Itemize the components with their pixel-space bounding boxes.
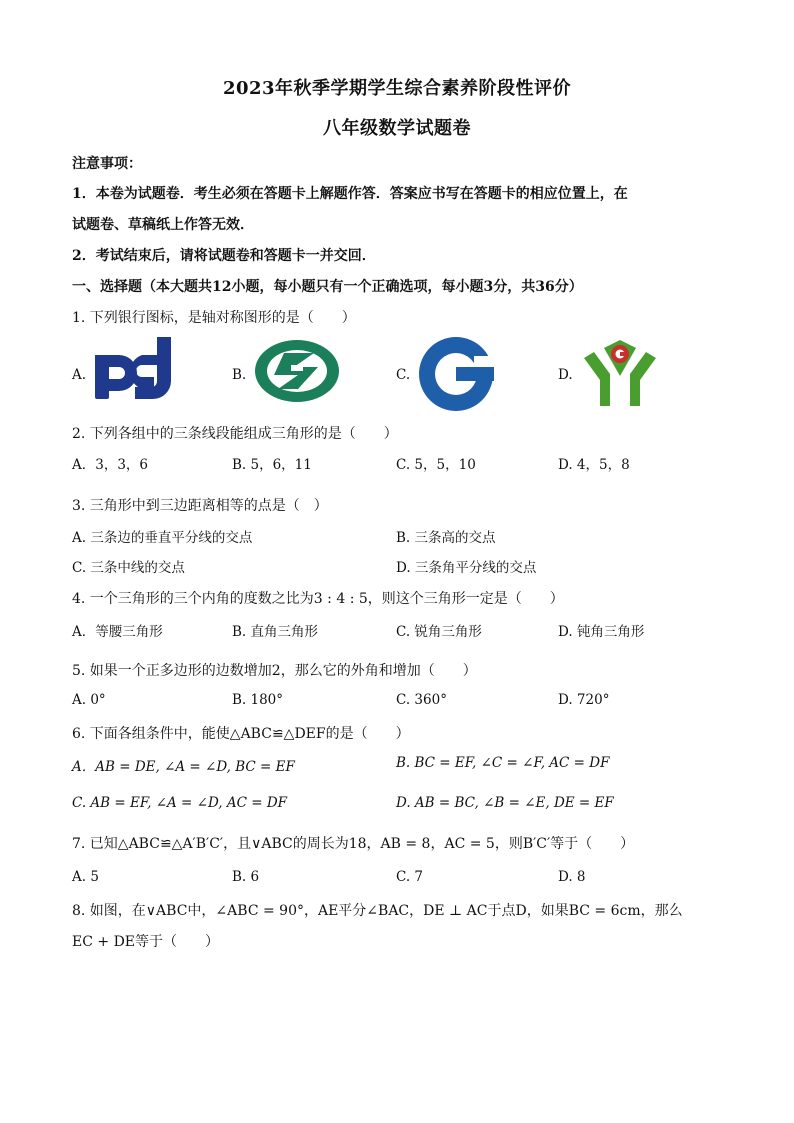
question-7-option-a: A. 5 xyxy=(72,869,99,885)
question-4-option-b: B. 直角三角形 xyxy=(232,624,319,640)
pd-bank-logo-icon xyxy=(92,337,174,399)
question-6-stem: 6. 下面各组条件中，能使△ABC≌△DEF的是（ ） xyxy=(72,726,410,742)
section-1-heading: 一、选择题（本大题共12小题，每小题只有一个正确选项，每小题3分，共36分） xyxy=(72,279,583,295)
question-8-stem-line-2: EC + DE等于（ ） xyxy=(72,934,220,950)
question-6-option-c: C. AB = EF, ∠A = ∠D, AC = DF xyxy=(72,795,288,811)
question-3-option-c: C. 三条中线的交点 xyxy=(72,560,185,576)
question-8-stem-line-1: 8. 如图，在∨ABC中，∠ABC = 90°，AE平分∠BAC，DE ⊥ AC于点D，如果BC = 6cm，那么 xyxy=(72,903,683,919)
question-5-option-c: C. 360° xyxy=(396,692,447,708)
exam-title: 2023年秋季学期学生综合素养阶段性评价 xyxy=(222,78,572,99)
question-3-stem: 3. 三角形中到三边距离相等的点是（ ） xyxy=(72,498,328,514)
question-6-option-b: B. BC = EF, ∠C = ∠F, AC = DF xyxy=(396,755,610,771)
question-2-stem: 2. 下列各组中的三条线段能组成三角形的是（ ） xyxy=(72,426,398,442)
question-5-stem: 5. 如果一个正多边形的边数增加2，那么它的外角和增加（ ） xyxy=(72,663,477,679)
question-3-option-a: A. 三条边的垂直平分线的交点 xyxy=(72,530,253,546)
question-2-option-b: B. 5，6，11 xyxy=(232,457,312,473)
question-3-option-b: B. 三条高的交点 xyxy=(396,530,496,546)
question-1-option-b: B. xyxy=(232,367,247,383)
question-1-option-c: C. xyxy=(396,367,411,383)
question-4-option-a: A．等腰三角形 xyxy=(72,624,163,640)
note-2: 2．考试结束后，请将试题卷和答题卡一并交回． xyxy=(72,248,376,264)
question-3-option-d: D. 三条角平分线的交点 xyxy=(396,560,537,576)
question-1-option-a: A. xyxy=(72,367,87,383)
ccb-logo-icon xyxy=(254,339,340,403)
question-1-stem: 1. 下列银行图标，是轴对称图形的是（ ） xyxy=(72,310,356,326)
note-1-line-1: 1．本卷为试题卷．考生必须在答题卡上解题作答．答案应书写在答题卡的相应位置上，在 xyxy=(72,186,628,202)
question-6-option-d: D. AB = BC, ∠B = ∠E, DE = EF xyxy=(396,795,614,811)
question-5-option-a: A. 0° xyxy=(72,692,106,708)
question-6-option-a: A．AB = DE, ∠A = ∠D, BC = EF xyxy=(72,759,295,775)
question-5-option-d: D. 720° xyxy=(558,692,610,708)
notes-heading: 注意事项： xyxy=(72,156,142,172)
question-2-option-d: D. 4，5，8 xyxy=(558,457,630,473)
question-4-stem: 4. 一个三角形的三个内角的度数之比为3 : 4 : 5，则这个三角形一定是（ ） xyxy=(72,591,564,607)
question-4-option-d: D. 钝角三角形 xyxy=(558,624,645,640)
question-5-option-b: B. 180° xyxy=(232,692,284,708)
question-4-option-c: C. 锐角三角形 xyxy=(396,624,482,640)
g-logo-icon xyxy=(418,336,494,412)
question-2-option-c: C. 5，5，10 xyxy=(396,457,476,473)
question-7-option-b: B. 6 xyxy=(232,869,260,885)
exam-subtitle: 八年级数学试题卷 xyxy=(323,118,471,139)
question-1-option-d: D. xyxy=(558,367,573,383)
question-7-option-d: D. 8 xyxy=(558,869,586,885)
question-7-stem: 7. 已知△ABC≌△A′B′C′，且∨ABC的周长为18，AB = 8，AC = 5，则B′C′等于（ ） xyxy=(72,836,635,852)
question-2-option-a: A．3，3，6 xyxy=(72,457,149,473)
note-1-line-2: 试题卷、草稿纸上作答无效． xyxy=(72,217,254,233)
agricultural-bank-logo-icon xyxy=(584,340,656,406)
question-7-option-c: C. 7 xyxy=(396,869,424,885)
